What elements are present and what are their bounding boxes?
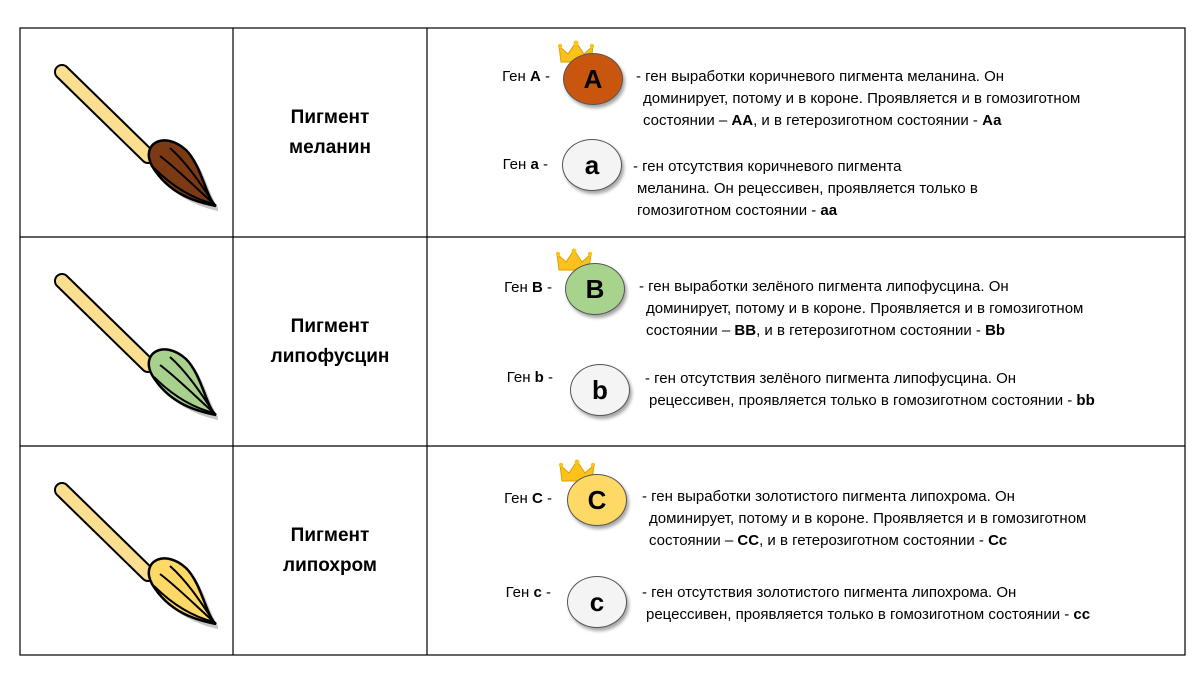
gene-letter: b [534, 369, 544, 386]
gene-letter: A [529, 68, 541, 85]
pigment-title: Пигмент [290, 315, 370, 337]
gene-label: Ген b - [506, 369, 553, 386]
gene-letter: a [530, 156, 539, 173]
pigment-subtitle: липохром [283, 554, 377, 576]
gene-circle: b [570, 364, 630, 416]
gene-circle: A [563, 53, 623, 105]
gene-label: Ген B - [504, 279, 552, 296]
green-paintbrush-icon [48, 265, 218, 425]
table-row-lipofuscin [20, 237, 1185, 446]
pigment-title: Пигмент [290, 106, 370, 128]
table-row-melanin [20, 28, 1185, 237]
pigment-name [233, 28, 427, 237]
pigment-subtitle: липофусцин [270, 345, 390, 367]
pigment-name [233, 237, 427, 446]
gene-label: Ген C - [504, 490, 552, 507]
gene-description: - ген выработки золотистого пигмента липохрома. Он доминирует, потому и в короне. Проявляется и в гомозиготном состоянии – СС, и в гетерозиготном состоянии - Сс [642, 488, 1087, 549]
table-row-lipochrome [20, 446, 1185, 655]
gold-paintbrush-icon [48, 474, 218, 634]
gene-circle: C [567, 474, 627, 526]
gene-description: - ген отсутствия коричневого пигмента меланина. Он рецессивен, проявляется только в гомозиготном состоянии - аа [633, 158, 978, 219]
gene-description: - ген выработки зелёного пигмента липофусцина. Он доминирует, потому и в короне. Проявляется и в гомозиготном состоянии – ВВ, и в гетерозиготном состоянии - Вb [639, 278, 1084, 339]
gene-circle: a [562, 139, 622, 191]
pigment-name [233, 446, 427, 655]
pigment-subtitle: меланин [289, 136, 371, 158]
gene-description: - ген отсутствия зелёного пигмента липофусцина. Он рецессивен, проявляется только в гомозиготном состоянии - bb [645, 370, 1095, 409]
gene-letter: B [531, 279, 543, 296]
gene-label: Ген c - [505, 584, 551, 601]
gene-description: - ген выработки коричневого пигмента меланина. Он доминирует, потому и в короне. Проявляется и в гомозиготном состоянии – АА, и в гетерозиготном состоянии - Аа [636, 68, 1081, 129]
gene-label: Ген a - [502, 156, 548, 173]
gene-letter: c [533, 584, 542, 601]
gene-description: - ген отсутствия золотистого пигмента липохрома. Он рецессивен, проявляется только в гомозиготном состоянии - сс [642, 584, 1091, 623]
gene-circle: c [567, 576, 627, 628]
gene-letter: C [531, 490, 543, 507]
gene-label: Ген A - [502, 68, 550, 85]
pigment-title: Пигмент [290, 524, 370, 546]
gene-circle: B [565, 263, 625, 315]
brown-paintbrush-icon [48, 56, 218, 216]
